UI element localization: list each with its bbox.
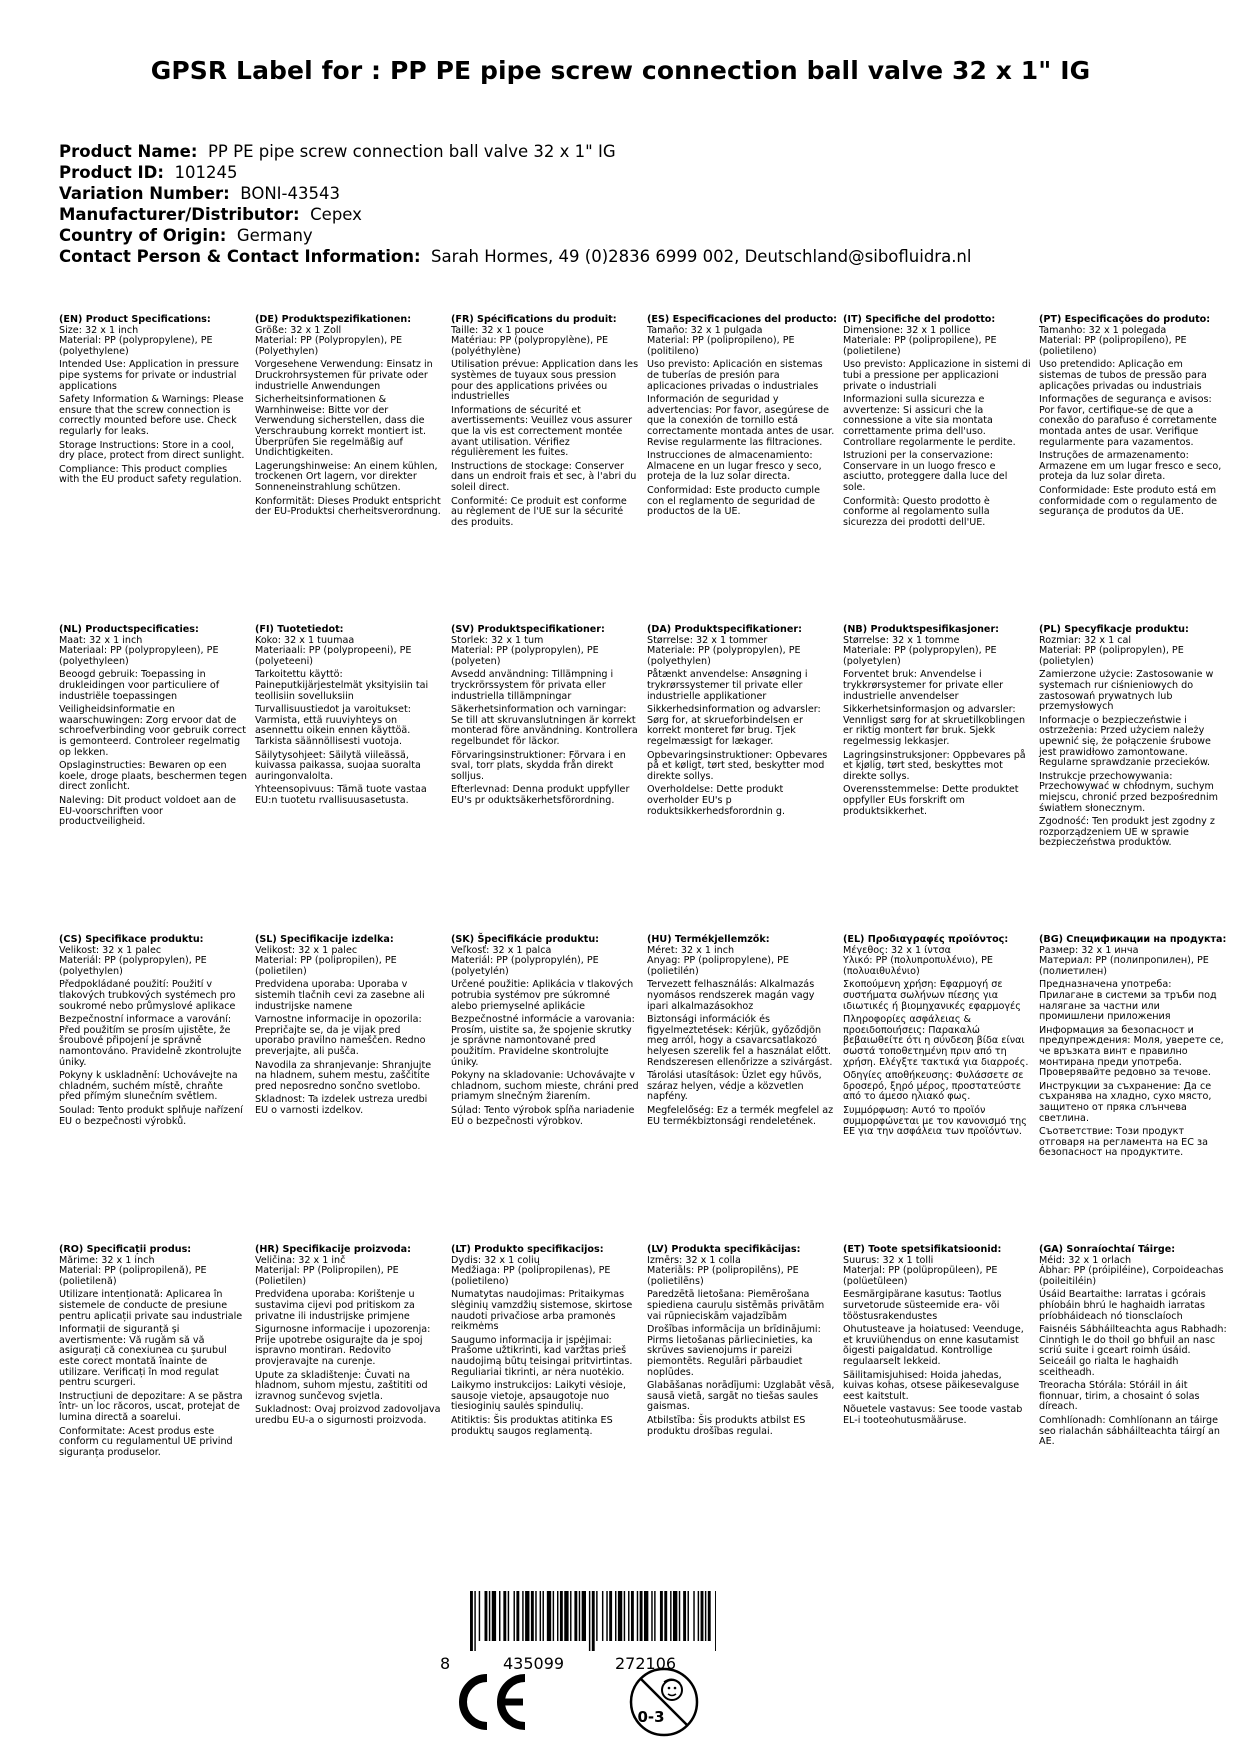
spec-title: (NB) Produktspesifikasjoner:	[843, 624, 1000, 635]
barcode-bar	[516, 1591, 519, 1641]
spec-line: Určené použitie: Aplikácia v tlakových potrubia systémov pre súkromné alebo priemyselné aplikácie	[451, 979, 634, 1012]
spec-block	[647, 314, 838, 518]
spec-line: Materiaali: PP (polypropeeni), PE (polyeteeni)	[255, 645, 412, 667]
spec-line: Größe: 32 x 1 Zoll	[255, 324, 342, 336]
spec-line: Материал: PP (полипропилен), PE (полиетилен)	[1039, 955, 1209, 977]
spec-line: Atbilstība: Šis produkts atbilst ES produktu drošības regulai.	[647, 1414, 806, 1437]
spec-line: Sigurnosne informacije i upozorenja: Prije upotrebe osigurajte da je spoj ispravno montiran. Redovito provjeravajte na curenje.	[255, 1324, 431, 1367]
meta-label: Product ID:	[59, 163, 164, 182]
barcode-bar	[582, 1591, 586, 1641]
variation-row	[59, 183, 971, 204]
spec-block	[451, 315, 639, 528]
spec-line: Materjal: PP (polüpropüleen), PE (polüetüleen)	[843, 1265, 998, 1287]
barcode-bar	[640, 1591, 643, 1641]
spec-line: Πληροφορίες ασφάλειας & προειδοποιήσεις: Παρακαλώ βεβαιωθείτε ότι η σύνδεση βίδα είναι σωστά τοποθετημένη πριν από τη χρήση. Ελέγξτε τακτικά για διαρροές.	[843, 1014, 1029, 1068]
spec-line: Съответствие: Този продукт отговаря на регламента на ЕС за безопасност на продуктите.	[1039, 1126, 1208, 1159]
spec-line: Utilisation prévue: Application dans les systèmes de tuyaux sous pression pour des applications privées ou industrielles	[451, 359, 639, 403]
spec-line: Méret: 32 x 1 inch	[647, 944, 735, 956]
spec-line: Veličina: 32 x 1 inč	[255, 1254, 346, 1266]
spec-line: Instrucțiuni de depozitare: A se păstra într- un loc răcoros, uscat, protejat de lumina directă a soarelui.	[59, 1390, 243, 1423]
barcode-bar	[673, 1591, 677, 1641]
page-title: GPSR Label for : PP PE pipe screw connection ball valve 32 x 1" IG	[150, 56, 1091, 85]
spec-line: Säkerhetsinformation och varningar: Se till att skruvanslutningen är korrekt monterad före användning. Kontrollera regelbundet för läckor.	[451, 704, 638, 747]
barcode-bar	[579, 1591, 580, 1641]
spec-line: Størrelse: 32 x 1 tommer	[647, 634, 768, 646]
barcode-digits-right: 272106	[615, 1654, 677, 1673]
spec-block	[255, 935, 443, 1117]
spec-line: Размер: 32 x 1 инча	[1039, 944, 1139, 956]
spec-line: Instruções de armazenamento: Armazene em um lugar fresco e seco, proteja da luz solar direta.	[1039, 450, 1222, 483]
spec-line: Предназначена употреба: Прилагане в системи за тръби под налягане за частни или промишлени приложения	[1039, 979, 1217, 1023]
spec-line: Sukladnost: Ovaj proizvod zadovoljava uredbu EU-a o sigurnosti proizvoda.	[255, 1404, 441, 1426]
spec-title: (IT) Specifiche del prodotto:	[843, 314, 996, 325]
spec-line: Megfelelőség: Ez a termék megfelel az EU termékbiztonsági rendeletének.	[647, 1104, 834, 1127]
barcode-bar	[679, 1591, 680, 1641]
barcode-bar	[592, 1591, 595, 1651]
barcode-bar	[553, 1591, 554, 1641]
spec-line: Storlek: 32 x 1 tum	[451, 634, 544, 646]
spec-line: Úsáid Beartaithe: Iarratas i gcórais phíobáin bhrú le haghaidh iarratas príobháideach nó tionsclaíoch	[1039, 1289, 1206, 1322]
barcode-bar	[508, 1591, 509, 1641]
barcode-bar	[615, 1591, 616, 1641]
spec-line: Ohutusteave ja hoiatused: Veenduge, et kruviühendus on enne kasutamist õigesti paigaldatud. Kontrollige regulaarselt lekkeid.	[843, 1324, 1024, 1367]
spec-title: (HR) Specifikacije proizvoda:	[255, 1244, 411, 1255]
spec-line: Beoogd gebruik: Toepassing in drukleidingen voor particuliere of industriële toepassingen	[59, 669, 220, 702]
spec-line: Izmērs: 32 x 1 colla	[647, 1254, 741, 1266]
spec-line: Bezpečnostní informace a varování: Před použitím se prosím ujistěte, že šroubové připojení je správně namontováno. Pravidelně zkontrolujte úniky.	[59, 1014, 242, 1068]
spec-line: Maat: 32 x 1 inch	[59, 634, 143, 646]
barcode-bar	[654, 1591, 655, 1641]
spec-line: Zamierzone użycie: Zastosowanie w systemach rur ciśnieniowych do zastosowań prywatnych lub przemysłowych	[1039, 669, 1214, 713]
barcode-bar	[540, 1591, 541, 1641]
svg-text:0-3: 0-3	[637, 1708, 665, 1726]
spec-line: Material: PP (polipropilenă), PE (polietilenă)	[59, 1265, 207, 1287]
spec-line: Veľkosť: 32 x 1 palca	[451, 944, 552, 956]
spec-line: Bezpečnostné informácie a varovania: Prosím, uistite sa, že spojenie skrutky je správne namontované pred použitím. Pravidelne skontrolujte úniky.	[451, 1014, 635, 1068]
barcode-bar	[589, 1591, 590, 1651]
spec-line: Vorgesehene Verwendung: Einsatz in Druckrohrsystemen für private oder industrielle Anwendungen	[255, 359, 433, 392]
spec-line: Информация за безопасност и предупреждения: Моля, уверете се, че връзката винт е правилно монтирана преди употреба. Проверявайте редовно за течове.	[1039, 1024, 1224, 1079]
spec-title: (PT) Especificações do produto:	[1039, 314, 1211, 325]
spec-block	[255, 625, 443, 807]
spec-block	[843, 1245, 1031, 1427]
spec-line: Informações de segurança e avisos: Por favor, certifique-se de que a conexão do parafuso é corretamente montada antes de usar. Verifique regularmente para vazamentos.	[1039, 394, 1217, 448]
spec-line: Materiale: PP (polypropylen), PE (polyethylen)	[647, 645, 801, 667]
barcode-bar	[651, 1591, 652, 1641]
barcode-bar	[683, 1591, 686, 1641]
spec-line: Material: PP (Polypropylen), PE (Polyethylen)	[255, 335, 403, 357]
spec-line: Avsedd användning: Tillämpning i tryckrörssystem för privata eller industriella tillämpningar	[451, 669, 614, 702]
spec-block	[451, 625, 639, 807]
spec-line: Naleving: Dit product voldoet aan de EU-voorschriften voor productveiligheid.	[59, 794, 236, 828]
spec-title: (ES) Especificaciones del producto:	[647, 314, 838, 325]
barcode-bar	[631, 1591, 634, 1641]
barcode-bar	[705, 1591, 706, 1641]
spec-line: Súlad: Tento výrobok spĺňa nariadenie EÚ o bezpečnosti výrobkov.	[451, 1104, 635, 1127]
spec-line: Velikost: 32 x 1 palec	[255, 944, 358, 956]
barcode-bar	[644, 1591, 648, 1641]
barcode-bar	[485, 1591, 488, 1641]
spec-line: Eesmärgipärane kasutus: Taotlus survetorude süsteemide era- või tööstusrakendustes	[843, 1289, 1002, 1322]
origin-value: Germany	[236, 226, 313, 245]
spec-line: Nõuetele vastavus: See toode vastab EL-i tooteohutusmääruse.	[843, 1404, 1023, 1426]
spec-line: Taille: 32 x 1 pouce	[451, 324, 544, 336]
spec-line: Drošības informācija un brīdinājumi: Pirms lietošanas pārliecinieties, ka skrūves savienojums ir pareizi piemontēts. Regulāri pārbaudiet noplūdes.	[647, 1324, 821, 1378]
spec-line: Οδηγίες αποθήκευσης: Φυλάσσετε σε δροσερό, ξηρό μέρος, προστατεύστε από το άμεσο ηλιακό φως.	[843, 1070, 1024, 1103]
spec-block	[843, 935, 1031, 1138]
origin-row	[59, 225, 971, 246]
spec-line: Material: PP (polipropileno), PE (politileno)	[647, 335, 795, 357]
spec-line: Turvallisuustiedot ja varoitukset: Varmista, että ruuviyhteys on asennettu oikein ennen käyttöä. Tarkista säännöllisesti vuotoja.	[255, 704, 411, 747]
spec-line: Numatytas naudojimas: Pritaikymas slėginių vamzdžių sistemose, skirtose naudoti privačiose arba pramonės reikmėms	[451, 1289, 633, 1333]
spec-line: Materiál: PP (polypropylén), PE (polyetylén)	[451, 955, 599, 977]
contact-value: Sarah Hormes, 49 (0)2836 6999 002, Deutschland@sibofluidra.nl	[431, 247, 972, 266]
product-name-row	[59, 141, 971, 162]
spec-line: Säilytysohjeet: Säilytä viileässä, kuivassa paikassa, suojaa suoralta auringonvalolta.	[255, 749, 421, 782]
barcode-bar	[535, 1591, 536, 1641]
spec-block	[255, 315, 443, 518]
barcode-bar	[698, 1591, 699, 1641]
spec-line: Safety Information & Warnings: Please ensure that the screw connection is correctly mounted before use. Check regularly for leaks.	[59, 394, 244, 437]
manufacturer-row	[59, 204, 971, 225]
barcode-bar	[479, 1591, 480, 1641]
spec-line: Informații de siguranță și avertismente: Vă rugăm să vă asigurați că conexiunea cu șurubul este corect montată înainte de utilizare. Verificați în mod regulat pentru scurgeri.	[59, 1324, 227, 1389]
spec-line: Säilitamisjuhised: Hoida jahedas, kuivas kohas, otsese päikesevalguse eest kaitstult.	[843, 1369, 1020, 1402]
spec-line: Conformité: Ce produit est conforme au règlement de l'UE sur la sécurité des produits.	[451, 495, 627, 528]
spec-line: Información de seguridad y advertencias: Por favor, asegúrese de que la conexión de tornillo está correctamente montada antes de usar. Revise regularmente las filtraciones.	[647, 394, 835, 448]
spec-title: (ET) Toote spetsifikatsioonid:	[843, 1244, 1002, 1255]
spec-line: Matériau: PP (polypropylène), PE (polyéthylène)	[451, 335, 609, 357]
spec-line: Materiale: PP (polipropilene), PE (polietilene)	[843, 335, 997, 357]
barcode-bar	[574, 1591, 577, 1641]
spec-line: Yhteensopivuus: Tämä tuote vastaa EU:n tuotetu rvallisuusasetusta.	[255, 784, 427, 806]
spec-line: Conformitate: Acest produs este conform cu regulamentul UE privind siguranța produselor.	[59, 1425, 233, 1458]
spec-line: Påtænkt anvendelse: Ansøgning i trykrørssystemer til private eller industrielle applikationer	[647, 669, 808, 702]
barcode-bar	[525, 1591, 529, 1641]
spec-line: Μέγεθος: 32 x 1 ίντσα	[843, 944, 951, 956]
spec-line: Material: PP (polypropylene), PE (polyethylene)	[59, 335, 213, 357]
spec-line: Treoracha Stórála: Stóráil in áit fionnuar, tirim, a chosaint ó solas díreach.	[1039, 1380, 1200, 1413]
spec-line: Medžiaga: PP (polipropilenas), PE (polietileno)	[451, 1265, 611, 1287]
barcode-bar	[514, 1591, 515, 1641]
spec-line: Informazioni sulla sicurezza e avvertenze: Si assicuri che la connessione a vite sia montata correttamente prima dell'uso. Controllare regolarmente le perdite.	[843, 394, 1016, 448]
spec-line: Saugumo informacija ir įspėjimai: Prašome užtikrinti, kad varžtas prieš naudojimą būtų teisingai pritvirtintas. Reguliariai tikrinti, ar nėra nuotėkio.	[451, 1334, 633, 1378]
spec-line: Overensstemmelse: Dette produktet oppfyller EUs forskrift om produktsikkerhet.	[843, 784, 1019, 817]
barcode-bar	[715, 1591, 716, 1651]
spec-block	[451, 935, 639, 1127]
spec-line: Förvaringsinstruktioner: Förvara i en sval, torr plats, skydda från direkt solljus.	[451, 749, 626, 782]
spec-block	[647, 935, 835, 1127]
spec-block	[1039, 1245, 1227, 1448]
spec-line: Pokyny k uskladnění: Uchovávejte na chladném, suchém místě, chraňte před přímým slunečním světlem.	[59, 1070, 238, 1103]
barcode-bar	[543, 1591, 544, 1641]
spec-line: Størrelse: 32 x 1 tomme	[843, 634, 960, 646]
spec-line: Glabāšanas norādījumi: Uzglabāt vēsā, sausā vietā, sargāt no tiešas saules gaismas.	[647, 1380, 835, 1413]
spec-line: Инструкции за съхранение: Да се съхранява на хладно, сухо място, защитено от пряка слънчева светлина.	[1039, 1080, 1212, 1124]
barcode-bar	[628, 1591, 629, 1641]
spec-line: Materijal: PP (Polipropilen), PE (Polietilen)	[255, 1265, 399, 1287]
spec-line: Tamaño: 32 x 1 pulgada	[647, 324, 763, 336]
spec-line: Dydis: 32 x 1 colių	[451, 1254, 540, 1266]
spec-line: Συμμόρφωση: Αυτό το προϊόν συμμορφώνεται με τον κανονισμό της ΕΕ για την ασφάλεια των προϊόντων.	[843, 1104, 1027, 1138]
meta-label: Manufacturer/Distributor:	[59, 205, 300, 224]
spec-block	[59, 1245, 247, 1458]
spec-title: (SV) Produktspecifikationer:	[451, 624, 605, 635]
contact-row	[59, 246, 971, 267]
spec-block	[255, 1245, 443, 1427]
spec-block	[59, 625, 247, 828]
spec-line: Conformidad: Este producto cumple con el reglamento de seguridad de productos de la UE.	[647, 484, 820, 518]
barcode-bar	[596, 1591, 597, 1641]
product-id-row	[59, 162, 971, 183]
spec-line: Materiaal: PP (polypropyleen), PE (polyethyleen)	[59, 645, 219, 667]
spec-line: Laikymo instrukcijos: Laikyti vėsioje, sausoje vietoje, apsaugotoje nuo tiesioginių saulės spindulių.	[451, 1380, 626, 1413]
spec-line: Materiál: PP (polypropylen), PE (polyethylen)	[59, 955, 207, 977]
spec-block	[59, 315, 247, 486]
barcode-bar	[522, 1591, 523, 1641]
spec-line: Predvidena uporaba: Uporaba v sistemih tlačnih cevi za zasebne ali industrijske namene	[255, 979, 425, 1012]
spec-line: Ábhar: PP (próipiléine), Corpoideachas (poileitiléin)	[1039, 1265, 1224, 1287]
spec-line: Material: PP (polipropilen), PE (polietilen)	[255, 955, 397, 977]
spec-line: Pokyny na skladovanie: Uchovávajte v chladnom, suchom mieste, chráni pred priamym slnečným žiarením.	[451, 1070, 639, 1103]
spec-title: (DA) Produktspecifikationer:	[647, 624, 802, 635]
spec-line: Rozmiar: 32 x 1 cal	[1039, 634, 1132, 646]
barcode-digit-first: 8	[440, 1654, 451, 1673]
spec-line: Navodila za shranjevanje: Shranjujte na hladnem, suhem mestu, zaščitite pred neposredno sončno svetlobo.	[255, 1059, 432, 1092]
meta-label: Variation Number:	[59, 184, 230, 203]
spec-title: (EL) Προδιαγραφές προϊόντος:	[843, 934, 1009, 945]
spec-line: Material: PP (polipropileno), PE (polietileno)	[1039, 335, 1187, 357]
barcode	[470, 1591, 716, 1651]
barcode-bar	[618, 1591, 622, 1641]
variation-value: BONI-43543	[240, 184, 340, 203]
manufacturer-value: Cepex	[310, 205, 362, 224]
spec-line: Compliance: This product complies with the EU product safety regulation.	[59, 463, 242, 486]
spec-title: (FI) Tuotetiedot:	[255, 624, 344, 635]
spec-line: Opbevaringsinstruktioner: Opbevares på et køligt, tørt sted, beskytter mod direkte sollys.	[647, 749, 828, 782]
barcode-bar	[564, 1591, 568, 1641]
spec-line: Conformidade: Este produto está em conformidade com o regulamento de segurança de produtos da UE.	[1039, 484, 1218, 518]
spec-title: (SK) Špecifikácie produktu:	[451, 934, 600, 945]
barcode-bar	[503, 1591, 506, 1641]
spec-line: Storage Instructions: Store in a cool, dry place, protect from direct sunlight.	[59, 439, 245, 462]
spec-line: Zgodność: Ten produkt jest zgodny z rozporządzeniem UE w sprawie bezpieczeństwa produktów.	[1039, 816, 1215, 849]
spec-line: Comhlíonadh: Comhlíonann an táirge seo rialachán sábháilteachta táirgí an AE.	[1039, 1414, 1220, 1448]
spec-line: Konformität: Dieses Produkt entspricht der EU-Produktsi cherheitsverordnung.	[255, 495, 441, 518]
barcode-bar	[660, 1591, 663, 1641]
barcode-bar	[606, 1591, 607, 1641]
barcode-bar	[531, 1591, 534, 1641]
spec-block	[1039, 315, 1227, 518]
spec-line: Faisnéis Sábháilteachta agus Rabhadh: Cinntigh le do thoil go bhfuil an nasc scriú suite i gceart roimh úsáid. Seiceáil go rialta le haghaidh sceitheadh.	[1039, 1324, 1227, 1378]
spec-line: Efterlevnad: Denna produkt uppfyller EU's pr oduktsäkerhetsförordning.	[451, 784, 630, 806]
spec-line: Materiāls: PP (polipropilēns), PE (polietilēns)	[647, 1265, 799, 1287]
product-name-value: PP PE pipe screw connection ball valve 32 x 1" IG	[207, 142, 616, 161]
spec-block	[1039, 625, 1227, 849]
spec-line: Σκοπούμενη χρήση: Εφαρμογή σε συστήματα σωλήνων πίεσης για ιδιωτικές ή βιομηχανικές εφαρμογές	[843, 979, 1021, 1012]
spec-title: (HU) Termékjellemzők:	[647, 934, 770, 945]
spec-line: Dimensione: 32 x 1 pollice	[843, 324, 971, 336]
barcode-bar	[570, 1591, 571, 1641]
barcode-bar	[624, 1591, 625, 1641]
barcode-bar	[688, 1591, 689, 1641]
spec-block	[843, 315, 1031, 528]
barcode-bar	[499, 1591, 500, 1641]
spec-line: Anyag: PP (polipropylene), PE (polietilén)	[647, 955, 789, 977]
spec-line: Suurus: 32 x 1 tolli	[843, 1254, 934, 1266]
spec-title: (PL) Specyfikacje produktu:	[1039, 624, 1189, 635]
spec-title: (DE) Produktspezifikationen:	[255, 314, 412, 325]
spec-line: Sicherheitsinformationen & Warnhinweise: Bitte vor der Verwendung sicherstellen, dass die Verschraubung korrekt montiert ist. Überprüfen Sie regelmäßig auf Undichtigkeiten.	[255, 394, 427, 459]
spec-line: Paredzētā lietošana: Piemērošana spiediena cauruļu sistēmās privātām vai rūpnieciskām vajadzībām	[647, 1289, 825, 1322]
spec-line: Upute za skladištenje: Čuvati na hladnom, suhom mjestu, zaštititi od izravnog sunčevog svjetla.	[255, 1369, 428, 1402]
spec-block	[647, 1245, 835, 1437]
spec-line: Lagringsinstruksjoner: Oppbevares på et kjølig, tørt sted, beskyttes mot direkte sollys.	[843, 749, 1026, 782]
spec-line: Opslaginstructies: Bewaren op een koele, droge plaats, beschermen tegen direct zonlicht.	[59, 760, 247, 793]
spec-line: Materiał: PP (polipropylen), PE (polietylen)	[1039, 645, 1184, 667]
product-info	[59, 141, 971, 267]
spec-line: Instrukcje przechowywania: Przechowywać w chłodnym, suchym miejscu, chronić przed bezpośrednim światłem słonecznym.	[1039, 770, 1218, 814]
ce-mark-icon	[455, 1672, 531, 1732]
spec-line: Sikkerhetsinformasjon og advarsler: Vennligst sørg for at skruetilkoblingen er riktig montert før bruk. Sjekk regelmessig lekkasjer.	[843, 704, 1026, 747]
spec-line: Tamanho: 32 x 1 polegada	[1039, 324, 1167, 336]
spec-title: (LV) Produkta specifikācijas:	[647, 1244, 801, 1255]
spec-line: Skladnost: Ta izdelek ustreza uredbi EU o varnosti izdelkov.	[255, 1094, 428, 1116]
spec-title: (EN) Product Specifications:	[59, 314, 211, 325]
barcode-bar	[609, 1591, 612, 1641]
barcode-bar	[489, 1591, 490, 1641]
spec-block	[59, 935, 247, 1127]
spec-line: Soulad: Tento produkt splňuje nařízení EU o bezpečnosti výrobků.	[59, 1104, 243, 1127]
spec-line: Forventet bruk: Anvendelse i trykkrørsystemer for private eller industrielle anvendelser	[843, 669, 1004, 702]
barcode-bar	[708, 1591, 711, 1641]
spec-line: Varnostne informacije in opozorila: Prepričajte se, da je vijak pred uporabo pravilno nameščen. Redno preverjajte, ali pušča.	[255, 1014, 426, 1057]
barcode-bar	[560, 1591, 563, 1641]
barcode-bar	[637, 1591, 638, 1641]
spec-title: (LT) Produkto specifikacijos:	[451, 1244, 604, 1255]
spec-line: Velikost: 32 x 1 palec	[59, 944, 162, 956]
spec-line: Uso previsto: Applicazione in sistemi di tubi a pressione per applicazioni private o industriali	[843, 359, 1031, 392]
barcode-bar	[470, 1591, 473, 1651]
spec-title: (RO) Specificații produs:	[59, 1244, 192, 1255]
spec-line: Méid: 32 x 1 orlach	[1039, 1254, 1132, 1266]
spec-line: Utilizare intenționată: Aplicarea în sistemele de conducte de presiune pentru aplicații private sau industriale	[59, 1289, 243, 1322]
barcode-bar	[474, 1591, 475, 1651]
barcode-bar	[670, 1591, 671, 1641]
barcode-bar	[693, 1591, 694, 1641]
spec-block	[451, 1245, 639, 1437]
spec-title: (NL) Productspecificaties:	[59, 624, 199, 635]
spec-line: Předpokládané použití: Použití v tlakových trubkových systémech pro soukromé nebo průmyslové aplikace	[59, 979, 236, 1012]
spec-title: (SL) Specifikacije izdelka:	[255, 934, 394, 945]
barcode-bar	[602, 1591, 603, 1641]
spec-title: (GA) Sonraíochtaí Táirge:	[1039, 1244, 1176, 1255]
barcode-digits-left: 435099	[503, 1654, 565, 1673]
barcode-bar	[492, 1591, 496, 1641]
spec-line: Istruzioni per la conservazione: Conservare in un luogo fresco e asciutto, proteggere dalla luce del sole.	[843, 450, 1008, 493]
spec-line: Tarkoitettu käyttö: Paineputkijärjestelmät yksityisiin tai teollisiin sovelluksiin	[255, 669, 429, 702]
spec-line: Materiale: PP (polypropylen), PE (polyetylen)	[843, 645, 997, 667]
spec-line: Uso previsto: Aplicación en sistemas de tuberías de presión para aplicaciones privadas o industriales	[647, 359, 823, 392]
spec-line: Size: 32 x 1 inch	[59, 324, 139, 336]
age-warning-0-3-icon	[628, 1666, 700, 1738]
spec-line: Instructions de stockage: Conserver dans un endroit frais et sec, à l'abri du soleil direct.	[451, 460, 637, 493]
spec-line: Veiligheidsinformatie en waarschuwingen: Zorg ervoor dat de schroefverbinding voor gebruik correct is gemonteerd. Controleer regelmatig op lekken.	[59, 704, 246, 758]
spec-line: Koko: 32 x 1 tuumaa	[255, 634, 355, 646]
spec-block	[843, 625, 1031, 817]
spec-block	[647, 625, 835, 817]
barcode-bar	[701, 1591, 704, 1641]
spec-line: Υλικό: PP (πολυπροπυλένιο), PE (πολυαιθυλένιο)	[843, 955, 993, 977]
spec-line: Predviđena uporaba: Korištenje u sustavima cijevi pod pritiskom za privatne ili industrijske primjene	[255, 1289, 415, 1322]
spec-line: Tárolási utasítások: Üzlet egy hűvös, száraz helyen, védje a közvetlen napfény.	[647, 1070, 822, 1103]
spec-line: Overholdelse: Dette produkt overholder EU's p roduktsikkerhedsforordnin g.	[647, 784, 786, 817]
spec-line: Intended Use: Application in pressure pipe systems for private or industrial applications	[59, 359, 239, 392]
meta-label: Product Name:	[59, 142, 198, 161]
barcode-bar	[547, 1591, 551, 1641]
spec-block	[1039, 935, 1227, 1159]
spec-title: (FR) Spécifications du produit:	[451, 314, 617, 325]
spec-line: Lagerungshinweise: An einem kühlen, trockenen Ort lagern, vor direkter Sonneneinstrahlung schützen.	[255, 460, 438, 493]
product-id-value: 101245	[174, 163, 238, 182]
spec-line: Informations de sécurité et avertissements: Veuillez vous assurer que la vis est correctement montée avant utilisation. Vérifiez régulièrement les fuites.	[451, 404, 633, 459]
spec-line: Instrucciones de almacenamiento: Almacene en un lugar fresco y seco, proteja de la luz solar directa.	[647, 450, 822, 483]
spec-title: (CS) Specifikace produktu:	[59, 934, 204, 945]
spec-line: Sikkerhedsinformation og advarsler: Sørg for, at skrueforbindelsen er korrekt monteret før brug. Tjek regelmæssigt for lækager.	[647, 704, 821, 747]
spec-line: Conformità: Questo prodotto è conforme al regolamento sulla sicurezza dei prodotti dell'UE.	[843, 495, 990, 528]
meta-label: Country of Origin:	[59, 226, 227, 245]
spec-line: Informacje o bezpieczeństwie i ostrzeżenia: Przed użyciem należy upewnić się, że połączenie śrubowe jest prawidłowo zamontowane. Regularne sprawdzanie przecieków.	[1039, 714, 1211, 769]
spec-title: (BG) Спецификации на продукта:	[1039, 934, 1227, 945]
spec-line: Uso pretendido: Aplicação em sistemas de tubos de pressão para aplicações privadas ou industriais	[1039, 359, 1207, 392]
meta-label: Contact Person & Contact Information:	[59, 247, 421, 266]
spec-line: Tervezett felhasználás: Alkalmazás nyomásos rendszerek magán vagy ipari alkalmazásokhoz	[647, 979, 815, 1012]
spec-line: Material: PP (polypropylen), PE (polyeten)	[451, 645, 599, 667]
barcode-bar	[557, 1591, 558, 1641]
barcode-bar	[664, 1591, 667, 1641]
spec-line: Mărime: 32 x 1 inch	[59, 1254, 155, 1266]
spec-line: Biztonsági információk és figyelmeztetések: Kérjük, győződjön meg arról, hogy a csavarcsatlakozó helyesen szerelik fel a használat előtt. Rendszeresen ellenőrizze a szivárgást.	[647, 1014, 833, 1068]
spec-line: Atitiktis: Šis produktas atitinka ES produktų saugos reglamentą.	[451, 1414, 613, 1437]
